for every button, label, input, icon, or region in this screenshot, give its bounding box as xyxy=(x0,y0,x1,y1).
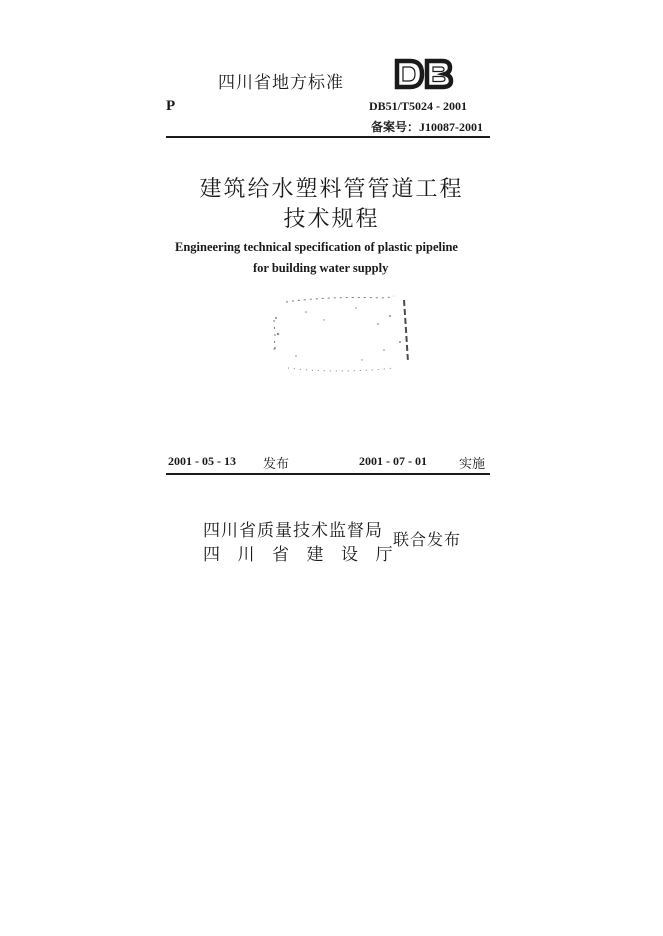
top-divider xyxy=(166,136,490,138)
standard-number: DB51/T5024 - 2001 xyxy=(369,99,468,113)
effective-date: 2001 - 07 - 01 xyxy=(359,454,427,468)
issuer-construction-department: 四川省建设厅 xyxy=(203,545,410,565)
issuer-quality-bureau: 四川省质量技术监督局 xyxy=(203,521,383,541)
title-chinese-line2: 技术规程 xyxy=(283,207,380,232)
bottom-divider xyxy=(166,473,490,475)
classification-code: P xyxy=(166,98,176,114)
record-number: 备案号：J10087-2001 xyxy=(371,120,483,134)
standard-category-title: 四川省地方标准 xyxy=(218,73,344,93)
joint-publish-label: 联合发布 xyxy=(393,530,462,549)
db-logo-icon xyxy=(394,58,454,90)
title-english-line1: Engineering technical specification of plastic pipeline xyxy=(175,240,458,254)
title-chinese-line1: 建筑给水塑料管管道工程 xyxy=(199,177,464,202)
publish-label: 发布 xyxy=(263,457,290,472)
faded-stamp-image xyxy=(266,290,416,374)
effective-label: 实施 xyxy=(459,457,486,472)
publish-date: 2001 - 05 - 13 xyxy=(168,454,236,468)
title-english-line2: for building water supply xyxy=(253,261,389,275)
